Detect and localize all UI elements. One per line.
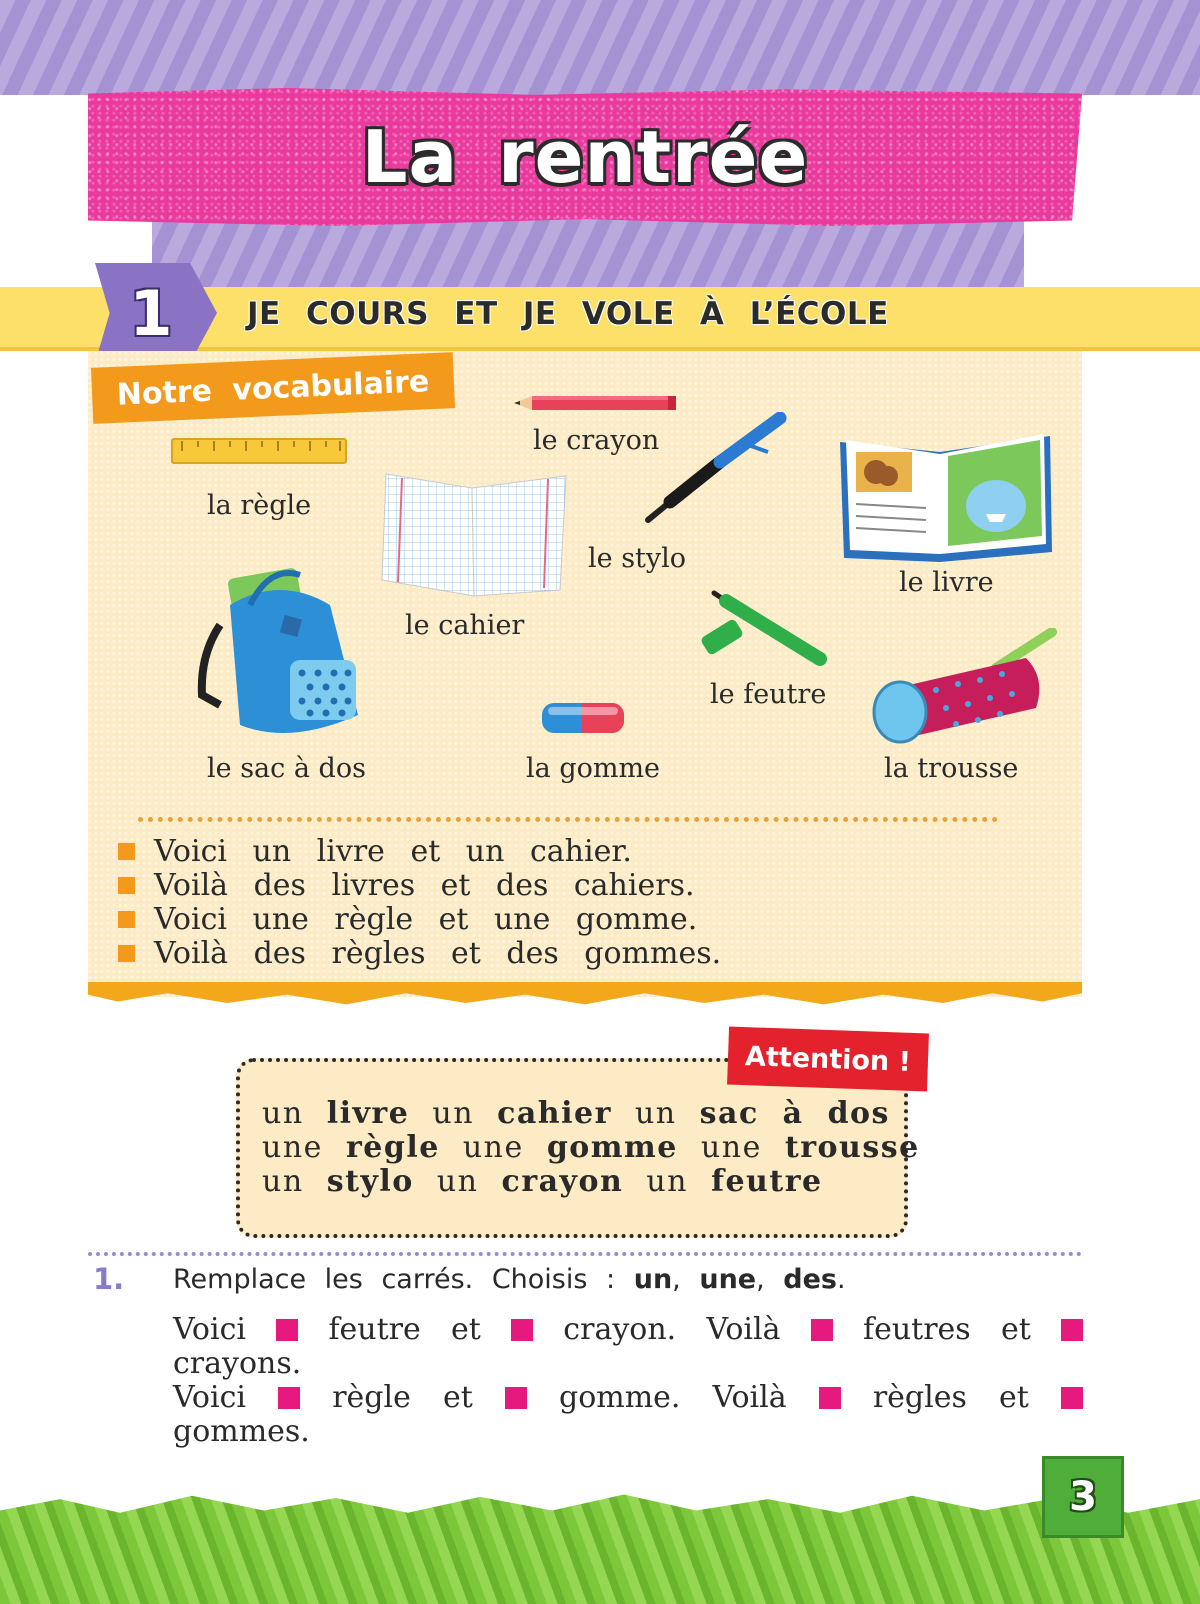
vocab-label-pen: le stylo	[588, 543, 687, 574]
exercise-word: feutres	[862, 1312, 971, 1347]
exercise-separator	[88, 1252, 1082, 1256]
noun: sac à dos	[699, 1096, 890, 1131]
exercise-instruction-text: Remplace les carrés. Choisis :	[173, 1264, 616, 1295]
article: un	[436, 1164, 479, 1199]
top-decor-band	[0, 0, 1200, 95]
noun: règle	[345, 1130, 440, 1165]
article: un	[634, 1096, 677, 1131]
vocabulary-separator	[138, 817, 998, 822]
grass-footer	[0, 1490, 1200, 1604]
example-sentence	[118, 902, 697, 937]
noun: feutre	[711, 1164, 823, 1199]
fill-in-blank[interactable]	[819, 1387, 841, 1409]
exercise-choice: une	[699, 1264, 757, 1295]
article: un	[432, 1096, 475, 1131]
pencil-icon	[512, 393, 678, 413]
page-number: 3	[1069, 1474, 1097, 1520]
vocab-label-pencil-case: la trousse	[884, 753, 1019, 784]
backpack-icon	[190, 565, 370, 745]
attention-heading: Attention !	[744, 1040, 912, 1078]
exercise-word: règle	[332, 1380, 411, 1415]
exercise-word: règles	[872, 1380, 967, 1415]
article: une	[700, 1130, 762, 1165]
lesson-number: 1	[129, 276, 173, 350]
exercise-word: gomme.	[558, 1380, 681, 1415]
example-sentence-text: Voici un livre et un cahier.	[154, 834, 632, 869]
vocabulary-heading: Notre vocabulaire	[116, 363, 430, 413]
article: une	[262, 1130, 323, 1165]
page-title	[88, 88, 1082, 226]
eraser-icon	[538, 697, 630, 737]
fill-in-blank[interactable]	[511, 1319, 533, 1341]
marker-icon	[696, 583, 832, 669]
example-sentence	[118, 868, 695, 903]
example-sentence-text: Voici une règle et une gomme.	[154, 902, 698, 937]
vocab-label-pencil: le crayon	[533, 425, 660, 456]
example-sentence	[118, 936, 721, 971]
noun: crayon	[501, 1164, 624, 1199]
ruler-icon	[170, 433, 350, 467]
vocabulary-panel-edge	[88, 982, 1082, 1010]
notebook-icon	[380, 470, 570, 600]
pencil-case-icon	[866, 628, 1060, 746]
fill-in-blank[interactable]	[1061, 1319, 1083, 1341]
pen-icon	[640, 412, 790, 528]
exercise-word: Voilà	[706, 1312, 781, 1347]
exercise-word: et	[998, 1380, 1029, 1415]
attention-row	[262, 1096, 890, 1131]
attention-row	[262, 1164, 823, 1199]
exercise-word: et	[451, 1312, 481, 1347]
fill-in-blank[interactable]	[276, 1319, 298, 1341]
bullet-square-icon	[118, 945, 135, 962]
bullet-square-icon	[118, 911, 135, 928]
exercise-line	[173, 1312, 1083, 1347]
noun: gomme	[546, 1130, 678, 1165]
exercise-choice: un	[633, 1264, 673, 1295]
example-sentence	[118, 834, 632, 869]
exercise-line-continuation: crayons.	[173, 1346, 302, 1381]
book-icon	[836, 432, 1056, 566]
fill-in-blank[interactable]	[278, 1387, 300, 1409]
example-sentence-text: Voilà des règles et des gommes.	[154, 936, 722, 971]
exercise-word: Voici	[173, 1380, 246, 1415]
article: un	[262, 1164, 304, 1199]
title-word-1: La	[361, 115, 459, 199]
noun: livre	[326, 1096, 410, 1131]
exercise-number: 1.	[93, 1262, 125, 1296]
bullet-square-icon	[118, 877, 135, 894]
exercise-line	[173, 1380, 1083, 1415]
vocab-label-marker: le feutre	[710, 679, 827, 710]
example-sentence-text: Voilà des livres et des cahiers.	[154, 868, 695, 903]
exercise-choice: des	[783, 1264, 837, 1295]
title-word-2: rentrée	[498, 115, 809, 199]
noun: stylo	[326, 1164, 414, 1199]
exercise-word: crayon.	[563, 1312, 677, 1347]
vocab-label-book: le livre	[899, 567, 994, 598]
attention-row	[262, 1130, 920, 1165]
article: une	[462, 1130, 524, 1165]
fill-in-blank[interactable]	[1061, 1387, 1083, 1409]
title-decor-band	[152, 214, 1024, 294]
exercise-word: et	[442, 1380, 473, 1415]
bullet-square-icon	[118, 843, 135, 860]
exercise-word: Voilà	[712, 1380, 787, 1415]
vocab-label-ruler: la règle	[207, 490, 312, 521]
exercise-word: Voici	[173, 1312, 246, 1347]
fill-in-blank[interactable]	[505, 1387, 527, 1409]
fill-in-blank[interactable]	[811, 1319, 833, 1341]
vocab-label-notebook: le cahier	[405, 610, 525, 641]
exercise-word: feutre	[328, 1312, 421, 1347]
noun: cahier	[497, 1096, 612, 1131]
lesson-title: JE COURS ET JE VOLE À L’ÉCOLE	[247, 296, 889, 332]
article: un	[262, 1096, 304, 1131]
vocab-label-eraser: la gomme	[526, 753, 661, 784]
vocab-label-backpack: le sac à dos	[207, 753, 366, 784]
exercise-line-continuation: gommes.	[173, 1414, 310, 1449]
exercise-word: et	[1000, 1312, 1031, 1347]
exercise-instruction: Remplace les carrés. Choisis : un, une, des.	[173, 1264, 846, 1295]
noun: trousse	[784, 1130, 920, 1165]
article: un	[646, 1164, 689, 1199]
